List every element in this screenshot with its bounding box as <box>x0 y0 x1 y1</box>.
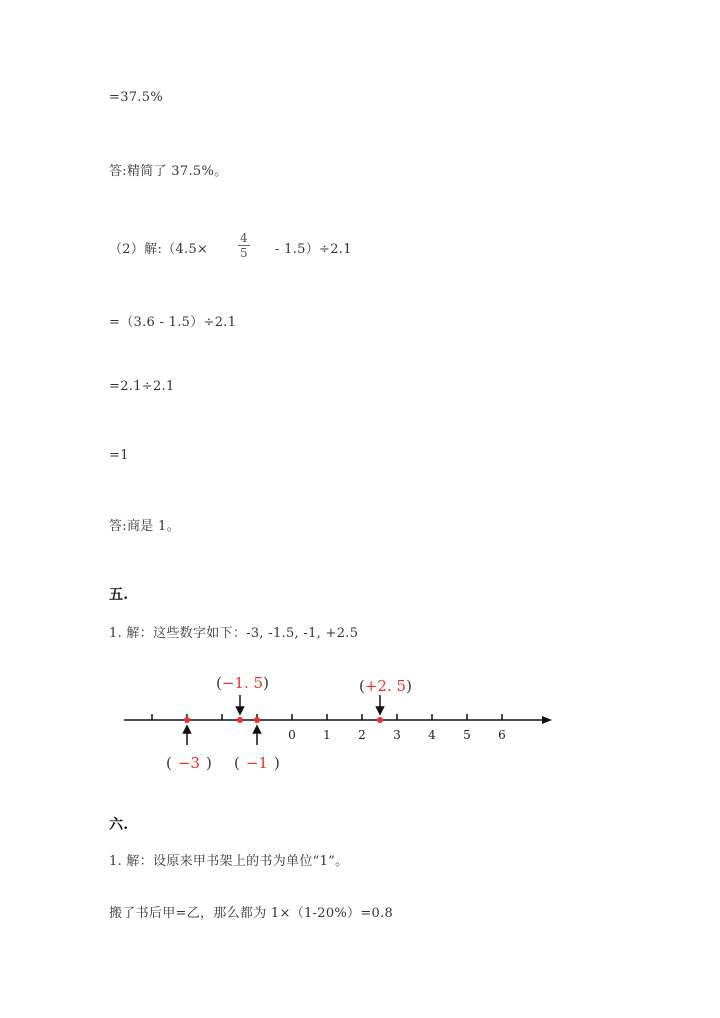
point-minus-1 <box>254 717 260 723</box>
tick-label: 0 <box>288 728 296 742</box>
point-minus-3 <box>184 717 190 723</box>
point-label-minus-3: ( −3 ) <box>166 754 212 772</box>
section-heading-5: 五. <box>109 587 129 603</box>
section-heading-6: 六. <box>109 817 129 833</box>
solution-line-5-1: 1. 解：这些数字如下：-3, -1.5, -1, +2.5 <box>109 626 359 641</box>
tick-label: 6 <box>498 728 506 742</box>
tick-label: 4 <box>428 728 436 742</box>
point-plus-2-5 <box>377 717 383 723</box>
point-label-minus-1: ( −1 ) <box>234 754 280 772</box>
fraction-denominator: 5 <box>240 246 248 260</box>
text-line-result: =37.5% <box>109 90 163 105</box>
equation-step-1: =（3.6 - 1.5）÷2.1 <box>109 315 237 330</box>
equation-step-2: =2.1÷2.1 <box>109 379 175 394</box>
tick-label: 5 <box>463 728 471 742</box>
fraction <box>238 231 250 260</box>
tick-label: 3 <box>393 728 401 742</box>
number-line-diagram <box>120 665 560 780</box>
fraction-numerator: 4 <box>240 231 248 245</box>
solution-line-6-2: 搬了书后甲=乙，那么都为 1×（1-20%）=0.8 <box>109 906 394 921</box>
point-label-minus-1-5: (−1. 5) <box>216 674 269 692</box>
answer-line-2: 答:商是 1。 <box>109 519 180 534</box>
ticks <box>152 714 502 720</box>
answer-line-1: 答:精简了 37.5%。 <box>109 164 228 179</box>
tick-label: 1 <box>323 728 331 742</box>
equation-part-1: （2）解:（4.5× <box>109 242 209 257</box>
equation-part-2: - 1.5）÷2.1 <box>275 242 352 257</box>
axis-arrow-icon <box>542 716 552 724</box>
point-label-plus-2-5: (+2. 5) <box>359 677 412 695</box>
tick-label: 2 <box>358 728 366 742</box>
point-minus-1-5 <box>237 717 243 723</box>
solution-line-6-1: 1. 解：设原来甲书架上的书为单位“1”。 <box>109 854 349 869</box>
equation-step-3: =1 <box>109 448 129 463</box>
